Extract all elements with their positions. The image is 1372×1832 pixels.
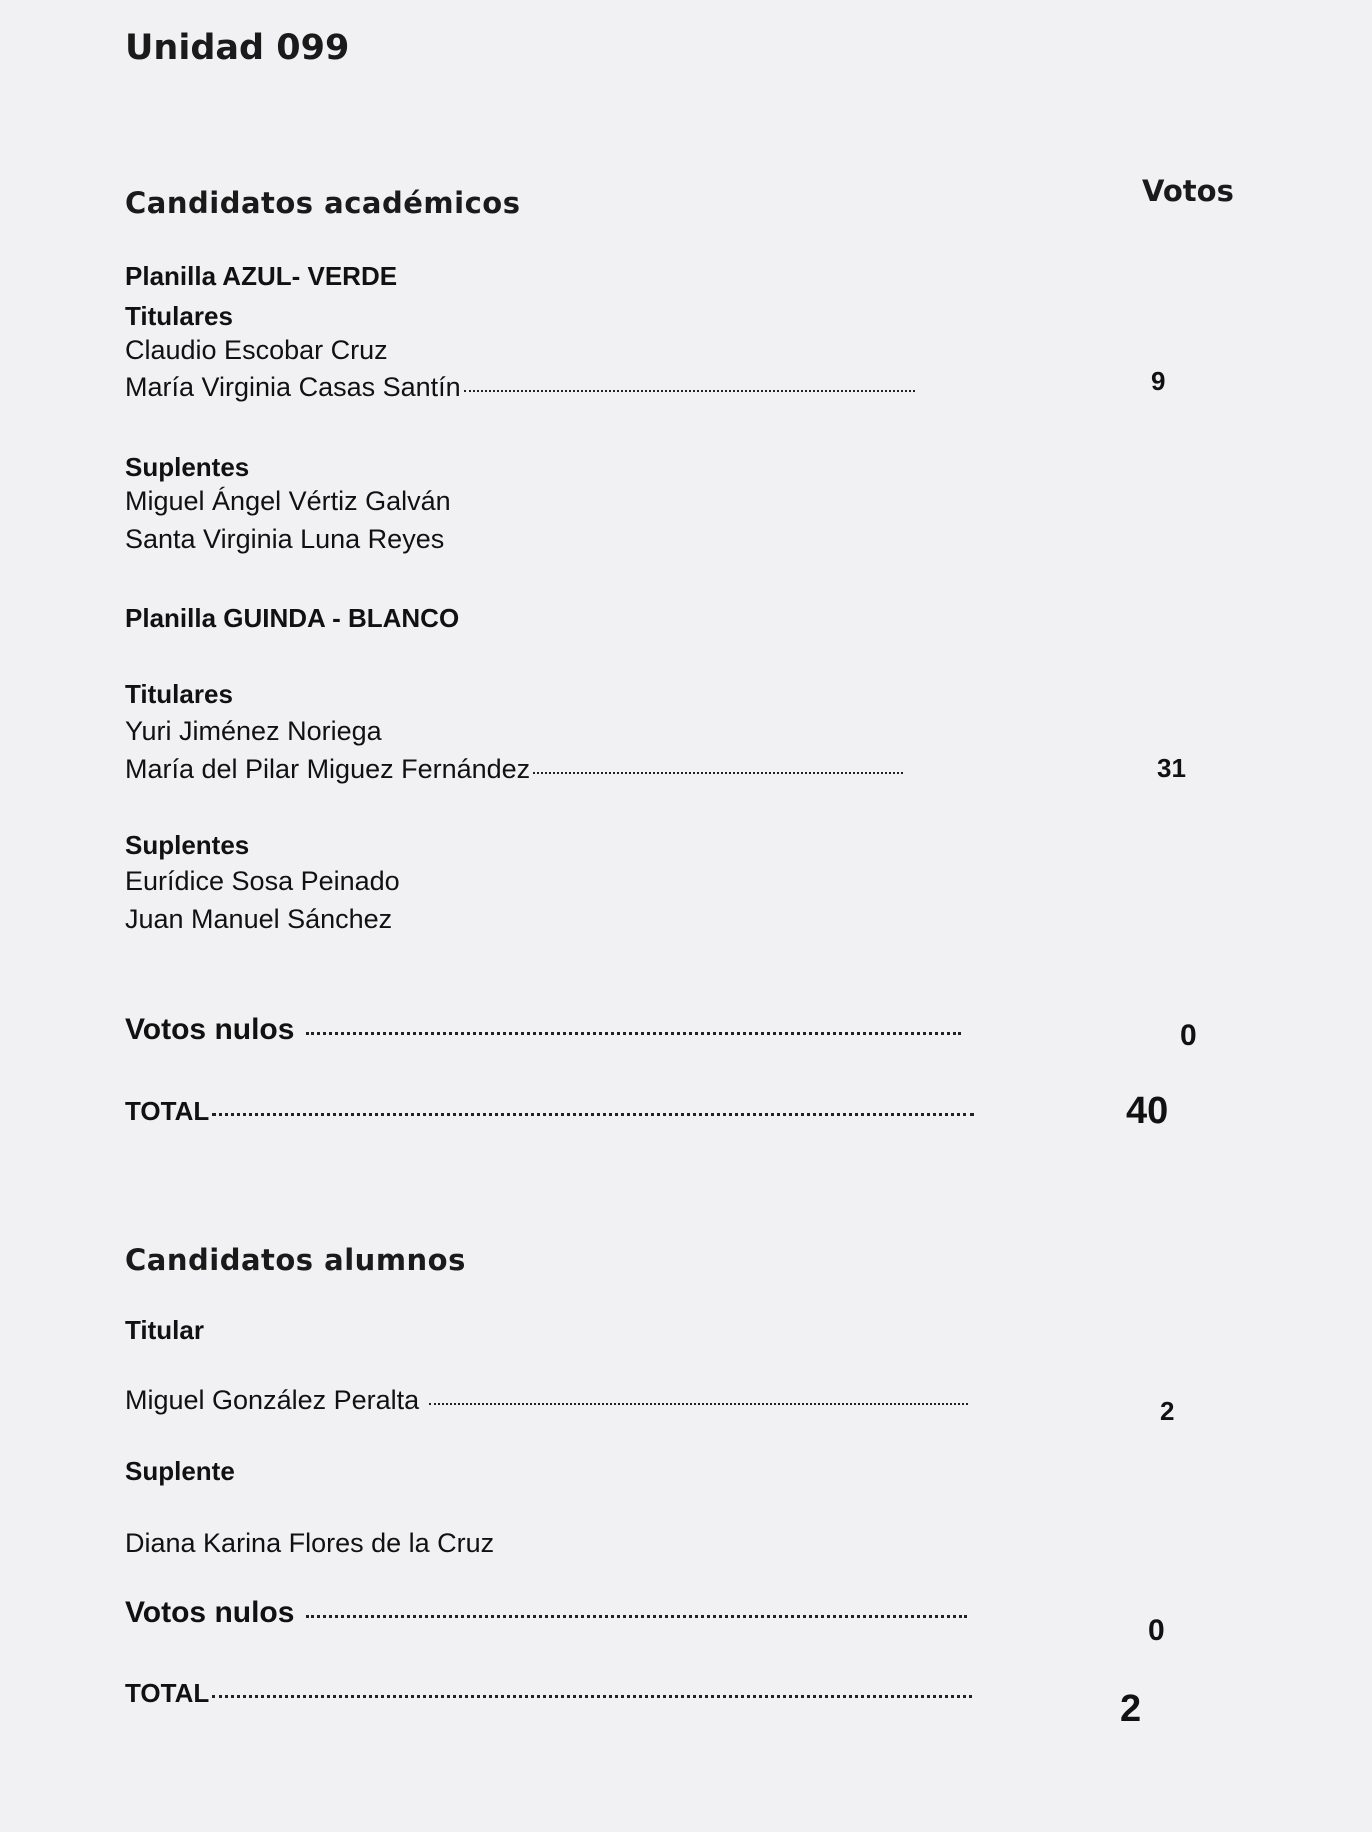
slate-guinda-blanco-label: Planilla GUINDA - BLANCO xyxy=(125,603,460,633)
leader-dots xyxy=(429,1403,968,1405)
slate-azul-verde-titulares-label: Titulares xyxy=(125,301,233,331)
slate-azul-verde-votes: 9 xyxy=(1151,366,1166,396)
slate-azul-verde-titular-2-row xyxy=(125,372,915,403)
slate-guinda-blanco-suplente-2: Juan Manuel Sánchez xyxy=(125,904,393,934)
student-total-row xyxy=(125,1678,972,1709)
academic-candidates-heading: Candidatos académicos xyxy=(125,186,521,220)
slate-azul-verde-label: Planilla AZUL- VERDE xyxy=(125,261,398,291)
votes-column-header: Votos xyxy=(1142,174,1234,208)
student-null-votes: 0 xyxy=(1148,1614,1165,1647)
slate-guinda-blanco-titulares-label: Titulares xyxy=(125,679,233,709)
slate-guinda-blanco-votes: 31 xyxy=(1157,753,1186,783)
slate-guinda-blanco-titular-2: María del Pilar Miguez Fernández xyxy=(125,754,531,784)
student-titular-label: Titular xyxy=(125,1315,204,1345)
student-candidates-heading: Candidatos alumnos xyxy=(125,1243,466,1277)
slate-guinda-blanco-suplentes-label: Suplentes xyxy=(125,830,250,860)
leader-dots xyxy=(306,1615,967,1618)
slate-guinda-blanco-titular-2-row xyxy=(125,754,903,785)
student-titular-votes: 2 xyxy=(1160,1396,1175,1426)
slate-azul-verde-suplentes-label: Suplentes xyxy=(125,452,250,482)
leader-dots xyxy=(212,1695,972,1698)
academic-null-votes-row xyxy=(125,1013,961,1047)
student-titular-row xyxy=(125,1385,968,1416)
academic-null-votes: 0 xyxy=(1180,1019,1197,1052)
student-suplente-label: Suplente xyxy=(125,1456,235,1486)
slate-guinda-blanco-suplente-1: Eurídice Sosa Peinado xyxy=(125,866,400,896)
unit-title: Unidad 099 xyxy=(125,28,350,68)
slate-guinda-blanco-titular-1: Yuri Jiménez Noriega xyxy=(125,716,382,746)
student-titular-name: Miguel González Peralta xyxy=(125,1385,420,1415)
academic-total-votes: 40 xyxy=(1126,1090,1169,1132)
student-null-votes-label: Votos nulos xyxy=(125,1596,295,1629)
student-suplente-name: Diana Karina Flores de la Cruz xyxy=(125,1528,495,1558)
student-total-votes: 2 xyxy=(1120,1688,1142,1730)
slate-azul-verde-suplente-2: Santa Virginia Luna Reyes xyxy=(125,524,445,554)
student-null-votes-row xyxy=(125,1596,967,1630)
leader-dots xyxy=(464,390,915,392)
academic-total-label: TOTAL xyxy=(125,1096,210,1126)
slate-azul-verde-titular-2: María Virginia Casas Santín xyxy=(125,372,461,402)
academic-null-votes-label: Votos nulos xyxy=(125,1013,295,1046)
academic-total-row xyxy=(125,1096,974,1127)
slate-azul-verde-suplente-1: Miguel Ángel Vértiz Galván xyxy=(125,486,451,516)
slate-azul-verde-titular-1: Claudio Escobar Cruz xyxy=(125,335,388,365)
student-total-label: TOTAL xyxy=(125,1678,210,1708)
leader-dots xyxy=(212,1113,974,1116)
leader-dots xyxy=(533,772,903,774)
leader-dots xyxy=(306,1032,961,1035)
